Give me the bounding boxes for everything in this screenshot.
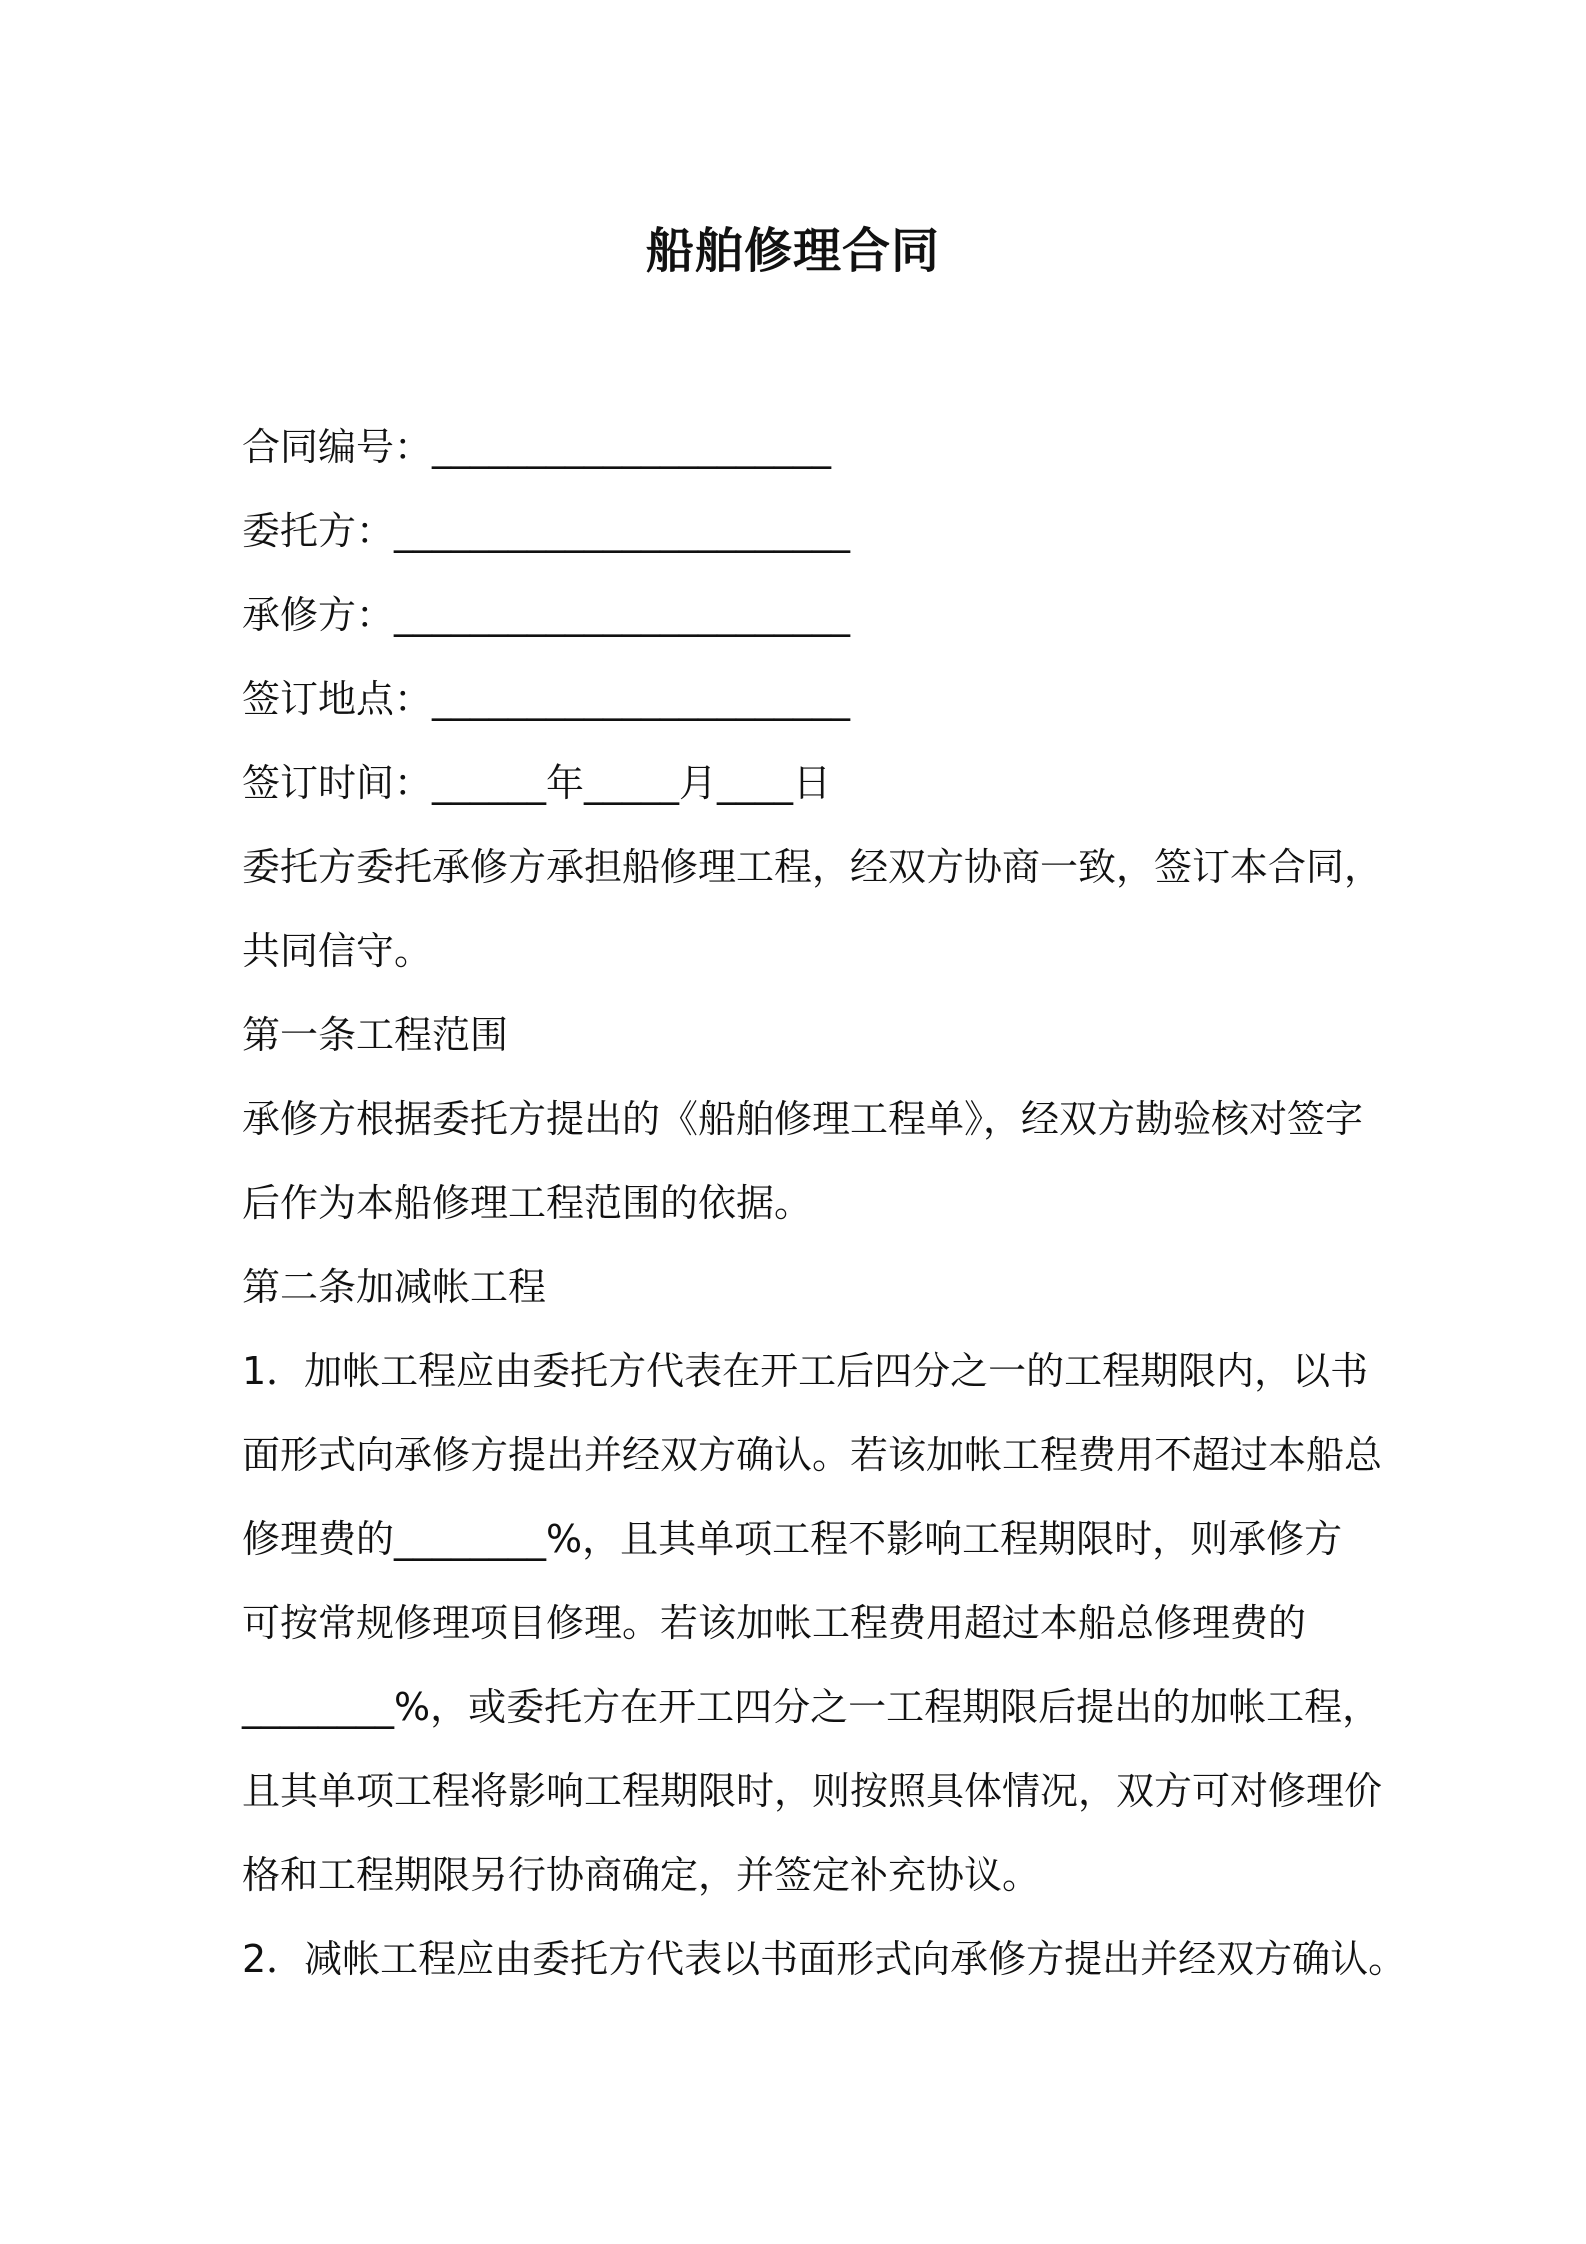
field-label: 委托方： <box>242 509 395 553</box>
field-contractor <box>242 573 1382 657</box>
article-2-text: 1．加帐工程应由委托方代表在开工后四分之一的工程期限内，以书 <box>242 1349 1369 1393</box>
field-blank: _____________________ <box>432 425 832 469</box>
field-label: 合同编号： <box>242 425 433 469</box>
article-2-text: 格和工程期限另行协商确定，并签定补充协议。 <box>242 1853 1041 1897</box>
document-title: 船舶修理合同 <box>645 223 940 279</box>
field-blank: ______年_____月____日 <box>432 761 832 805</box>
field-blank: ________________________ <box>394 593 851 637</box>
article-2-text: 修理费的________%，且其单项工程不影响工程期限时，则承修方 <box>242 1517 1343 1561</box>
intro-line: 委托方委托承修方承担船修理工程，经双方协商一致，签订本合同， <box>242 845 1383 889</box>
field-signing-place <box>242 657 1382 741</box>
field-label: 承修方： <box>242 593 395 637</box>
intro-line: 共同信守。 <box>242 929 433 973</box>
article-1-text: 承修方根据委托方提出的《船舶修理工程单》，经双方勘验核对签字 <box>242 1097 1364 1141</box>
article-2-text: 2．减帐工程应由委托方代表以书面形式向承修方提出并经双方确认。 <box>242 1937 1407 1981</box>
field-blank: ______________________ <box>432 677 851 721</box>
field-label: 签订时间： <box>242 761 433 805</box>
field-signing-date <box>242 741 1382 825</box>
article-2-text: 且其单项工程将影响工程期限时，则按照具体情况，双方可对修理价 <box>242 1769 1383 1813</box>
field-blank: ________________________ <box>394 509 851 553</box>
article-2-text: 可按常规修理项目修理。若该加帐工程费用超过本船总修理费的 <box>242 1601 1307 1645</box>
article-1-text: 后作为本船修理工程范围的依据。 <box>242 1181 813 1225</box>
article-2-heading: 第二条加减帐工程 <box>242 1265 547 1309</box>
field-client <box>242 489 1382 573</box>
field-contract-number <box>242 405 1382 489</box>
field-label: 签订地点： <box>242 677 433 721</box>
article-2-text: ________%，或委托方在开工四分之一工程期限后提出的加帐工程， <box>242 1685 1381 1729</box>
article-2-text: 面形式向承修方提出并经双方确认。若该加帐工程费用不超过本船总 <box>242 1433 1383 1477</box>
article-1-heading: 第一条工程范围 <box>242 1013 509 1057</box>
document-body <box>242 405 1407 2001</box>
